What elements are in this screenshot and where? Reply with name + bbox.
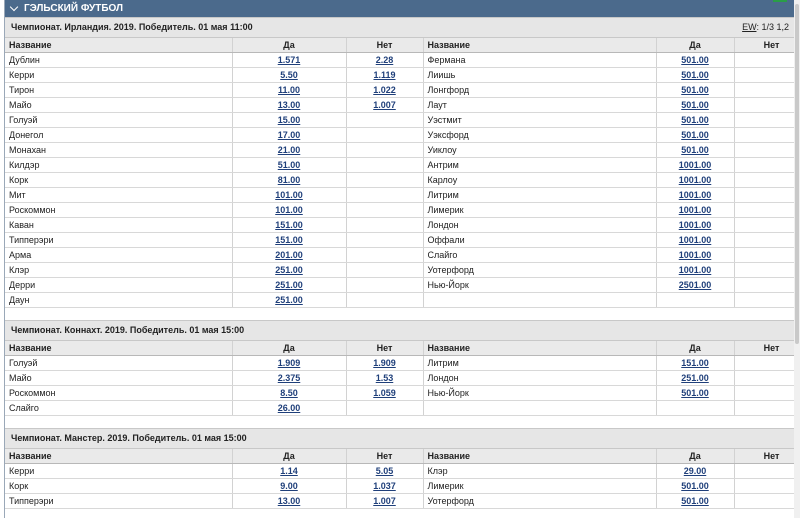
odds-no-cell	[346, 203, 423, 218]
scrollbar-thumb[interactable]	[795, 4, 799, 344]
column-header-name: Название	[423, 449, 656, 464]
odds-no-cell	[346, 293, 423, 308]
odds-no-link[interactable]: 1.059	[373, 388, 396, 398]
odds-yes-cell	[656, 263, 734, 278]
odds-no-cell	[346, 401, 423, 416]
team-name-cell: Нью-Йорк	[423, 386, 656, 401]
odds-yes-cell	[656, 401, 734, 416]
team-name-cell: Слайго	[5, 401, 232, 416]
odds-yes-link[interactable]: 1001.00	[678, 175, 712, 185]
odds-no-cell	[734, 248, 796, 263]
odds-no-cell	[734, 218, 796, 233]
sport-panel	[4, 0, 796, 518]
team-name-cell: Лонгфорд	[423, 83, 656, 98]
table-row	[5, 278, 796, 293]
odds-yes-cell	[232, 263, 346, 278]
odds-no-link[interactable]: 1.037	[373, 481, 396, 491]
odds-no-cell	[346, 386, 423, 401]
odds-yes-cell	[656, 188, 734, 203]
odds-no-cell	[346, 464, 423, 479]
odds-yes-cell	[656, 128, 734, 143]
odds-yes-cell	[232, 401, 346, 416]
odds-yes-link[interactable]: 201.00	[275, 250, 303, 260]
column-header-no: Нет	[346, 449, 423, 464]
team-name-cell: Фермана	[423, 53, 656, 68]
column-header-yes: Да	[232, 38, 346, 53]
odds-yes-link[interactable]: 26.00	[277, 403, 301, 413]
table-header-row	[5, 341, 796, 356]
odds-no-cell	[734, 293, 796, 308]
odds-yes-link[interactable]: 151.00	[681, 358, 709, 368]
odds-yes-link[interactable]: 81.00	[277, 175, 301, 185]
team-name-cell: Карлоу	[423, 173, 656, 188]
odds-table	[5, 449, 796, 509]
odds-yes-link[interactable]: 501.00	[681, 130, 709, 140]
odds-no-cell	[734, 98, 796, 113]
odds-yes-link[interactable]: 15.00	[277, 115, 301, 125]
odds-no-cell	[346, 98, 423, 113]
team-name-cell: Лимерик	[423, 479, 656, 494]
team-name-cell: Донегол	[5, 128, 232, 143]
column-header-no: Нет	[346, 341, 423, 356]
odds-yes-cell	[232, 128, 346, 143]
odds-yes-link[interactable]: 501.00	[681, 496, 709, 506]
odds-yes-cell	[232, 386, 346, 401]
odds-yes-cell	[656, 83, 734, 98]
odds-no-cell	[734, 68, 796, 83]
odds-no-cell	[734, 464, 796, 479]
odds-yes-cell	[232, 293, 346, 308]
odds-yes-link[interactable]: 2501.00	[678, 280, 712, 290]
event-title: Чемпионат. Ирландия. 2019. Победитель. 01 мая 11:00	[11, 22, 253, 32]
table-row	[5, 464, 796, 479]
odds-yes-cell	[232, 464, 346, 479]
odds-yes-cell	[656, 494, 734, 509]
odds-no-link[interactable]: 1.022	[373, 85, 396, 95]
odds-yes-link[interactable]: 1001.00	[678, 205, 712, 215]
odds-yes-cell	[232, 113, 346, 128]
odds-yes-link[interactable]: 13.00	[277, 100, 301, 110]
odds-yes-cell	[232, 68, 346, 83]
team-name-cell: Лондон	[423, 218, 656, 233]
odds-no-cell	[734, 263, 796, 278]
odds-no-cell	[346, 233, 423, 248]
odds-yes-cell	[232, 248, 346, 263]
odds-yes-cell	[656, 98, 734, 113]
odds-no-link[interactable]: 1.007	[373, 496, 396, 506]
odds-yes-link[interactable]: 1.571	[277, 55, 301, 65]
odds-no-cell	[734, 53, 796, 68]
team-name-cell: Арма	[5, 248, 232, 263]
each-way-value: : 1/3 1,2	[756, 22, 789, 32]
odds-yes-link[interactable]: 251.00	[275, 280, 303, 290]
table-row	[5, 401, 796, 416]
odds-yes-cell	[232, 371, 346, 386]
odds-yes-link[interactable]: 51.00	[277, 160, 301, 170]
team-name-cell: Литрим	[423, 356, 656, 371]
column-header-yes: Да	[656, 341, 734, 356]
odds-yes-link[interactable]: 151.00	[275, 220, 303, 230]
team-name-cell: Типперэри	[5, 494, 232, 509]
odds-yes-link[interactable]: 251.00	[681, 373, 709, 383]
odds-yes-link[interactable]: 21.00	[277, 145, 301, 155]
odds-yes-link[interactable]: 501.00	[681, 100, 709, 110]
odds-yes-cell	[232, 158, 346, 173]
odds-no-cell	[346, 248, 423, 263]
odds-yes-cell	[232, 173, 346, 188]
event-header	[5, 428, 795, 449]
column-header-no: Нет	[346, 38, 423, 53]
column-header-name: Название	[423, 38, 656, 53]
sport-title: ГЭЛЬСКИЙ ФУТБОЛ	[24, 3, 124, 14]
odds-no-cell	[346, 479, 423, 494]
odds-yes-cell	[232, 494, 346, 509]
odds-yes-link[interactable]: 11.00	[277, 85, 301, 95]
team-name-cell: Каван	[5, 218, 232, 233]
event-header	[5, 17, 795, 38]
odds-yes-cell	[232, 218, 346, 233]
team-name-cell: Корк	[5, 479, 232, 494]
odds-no-cell	[734, 203, 796, 218]
team-name-cell: Типперэри	[5, 233, 232, 248]
team-name-cell: Слайго	[423, 248, 656, 263]
odds-no-cell	[734, 278, 796, 293]
odds-no-cell	[734, 113, 796, 128]
odds-yes-cell	[656, 248, 734, 263]
team-name-cell: Клэр	[423, 464, 656, 479]
odds-yes-cell	[656, 356, 734, 371]
odds-yes-cell	[656, 143, 734, 158]
odds-no-cell	[346, 218, 423, 233]
odds-yes-link[interactable]: 8.50	[280, 388, 298, 398]
team-name-cell: Тирон	[5, 83, 232, 98]
team-name-cell: Монахан	[5, 143, 232, 158]
chevron-down-icon[interactable]	[9, 3, 20, 14]
column-header-yes: Да	[232, 341, 346, 356]
odds-table	[5, 341, 796, 416]
each-way-link[interactable]: EW	[742, 22, 757, 32]
table-header-row	[5, 449, 796, 464]
odds-yes-cell	[656, 53, 734, 68]
team-name-cell: Уотерфорд	[423, 263, 656, 278]
table-row	[5, 293, 796, 308]
odds-no-cell	[734, 233, 796, 248]
table-row	[5, 53, 796, 68]
team-name-cell: Керри	[5, 464, 232, 479]
column-header-yes: Да	[232, 449, 346, 464]
odds-yes-link[interactable]: 501.00	[681, 55, 709, 65]
event-title: Чемпионат. Коннахт. 2019. Победитель. 01 мая 15:00	[11, 325, 245, 335]
each-way-terms	[742, 18, 789, 37]
odds-no-cell	[346, 68, 423, 83]
odds-yes-link[interactable]: 1.909	[277, 358, 301, 368]
table-row	[5, 203, 796, 218]
team-name-cell	[423, 293, 656, 308]
odds-yes-cell	[232, 98, 346, 113]
odds-no-link[interactable]: 1.007	[373, 100, 396, 110]
team-name-cell: Лиишь	[423, 68, 656, 83]
odds-yes-cell	[232, 356, 346, 371]
table-row	[5, 173, 796, 188]
odds-no-cell	[346, 356, 423, 371]
column-header-yes: Да	[656, 449, 734, 464]
odds-no-cell	[346, 173, 423, 188]
team-name-cell: Керри	[5, 68, 232, 83]
team-name-cell: Майо	[5, 371, 232, 386]
odds-no-cell	[346, 263, 423, 278]
odds-no-cell	[734, 158, 796, 173]
odds-yes-link[interactable]: 13.00	[277, 496, 301, 506]
odds-yes-link[interactable]: 1001.00	[678, 265, 712, 275]
team-name-cell: Уэксфорд	[423, 128, 656, 143]
team-name-cell: Голуэй	[5, 356, 232, 371]
odds-yes-link[interactable]: 9.00	[280, 481, 298, 491]
scrollbar[interactable]	[794, 0, 800, 518]
table-row	[5, 263, 796, 278]
team-name-cell	[423, 401, 656, 416]
odds-no-link[interactable]: 1.53	[375, 373, 394, 383]
team-name-cell: Клэр	[5, 263, 232, 278]
table-row	[5, 128, 796, 143]
section-gap	[5, 416, 795, 428]
odds-no-cell	[346, 83, 423, 98]
odds-yes-cell	[656, 218, 734, 233]
event-header	[5, 320, 795, 341]
odds-no-link[interactable]: 2.28	[375, 55, 394, 65]
column-header-name: Название	[423, 341, 656, 356]
table-row	[5, 494, 796, 509]
table-row	[5, 386, 796, 401]
team-name-cell: Антрим	[423, 158, 656, 173]
odds-no-link[interactable]: 1.909	[373, 358, 396, 368]
odds-no-cell	[346, 371, 423, 386]
odds-yes-cell	[656, 371, 734, 386]
table-row	[5, 479, 796, 494]
odds-yes-link[interactable]: 101.00	[275, 190, 303, 200]
team-name-cell: Даун	[5, 293, 232, 308]
odds-yes-link[interactable]: 17.00	[277, 130, 301, 140]
odds-yes-link[interactable]: 501.00	[681, 70, 709, 80]
odds-no-cell	[734, 143, 796, 158]
odds-yes-cell	[656, 158, 734, 173]
team-name-cell: Нью-Йорк	[423, 278, 656, 293]
odds-yes-link[interactable]: 29.00	[683, 466, 707, 476]
odds-no-link[interactable]: 5.05	[375, 466, 394, 476]
odds-no-cell	[734, 386, 796, 401]
odds-yes-link[interactable]: 501.00	[681, 388, 709, 398]
team-name-cell: Голуэй	[5, 113, 232, 128]
odds-yes-cell	[656, 479, 734, 494]
table-row	[5, 143, 796, 158]
team-name-cell: Роскоммон	[5, 203, 232, 218]
odds-yes-cell	[232, 479, 346, 494]
team-name-cell: Килдэр	[5, 158, 232, 173]
odds-yes-link[interactable]: 2.375	[277, 373, 301, 383]
odds-yes-link[interactable]: 1001.00	[678, 220, 712, 230]
odds-table	[5, 38, 796, 308]
team-name-cell: Уиклоу	[423, 143, 656, 158]
odds-no-cell	[346, 494, 423, 509]
odds-no-cell	[734, 128, 796, 143]
odds-yes-cell	[656, 113, 734, 128]
odds-yes-cell	[656, 233, 734, 248]
table-row	[5, 113, 796, 128]
table-row	[5, 233, 796, 248]
odds-yes-link[interactable]: 1.14	[280, 466, 298, 476]
team-name-cell: Лимерик	[423, 203, 656, 218]
odds-no-cell	[346, 278, 423, 293]
odds-no-cell	[346, 128, 423, 143]
odds-yes-cell	[232, 188, 346, 203]
table-header-row	[5, 38, 796, 53]
team-name-cell: Корк	[5, 173, 232, 188]
table-row	[5, 371, 796, 386]
team-name-cell: Роскоммон	[5, 386, 232, 401]
team-name-cell: Дублин	[5, 53, 232, 68]
odds-yes-link[interactable]: 251.00	[275, 295, 303, 305]
team-name-cell: Лаут	[423, 98, 656, 113]
odds-no-link[interactable]: 1.119	[373, 70, 396, 80]
odds-no-cell	[346, 143, 423, 158]
column-header-no: Нет	[734, 341, 796, 356]
table-row	[5, 98, 796, 113]
odds-yes-link[interactable]: 1001.00	[678, 250, 712, 260]
team-name-cell: Оффали	[423, 233, 656, 248]
sport-header[interactable]	[5, 0, 795, 17]
team-name-cell: Дерри	[5, 278, 232, 293]
column-header-name: Название	[5, 38, 232, 53]
table-row	[5, 158, 796, 173]
odds-no-cell	[734, 356, 796, 371]
column-header-yes: Да	[656, 38, 734, 53]
odds-yes-cell	[656, 173, 734, 188]
odds-yes-link[interactable]: 5.50	[280, 70, 298, 80]
odds-no-cell	[346, 158, 423, 173]
odds-yes-cell	[656, 278, 734, 293]
odds-yes-cell	[656, 68, 734, 83]
odds-yes-link[interactable]: 1001.00	[678, 235, 712, 245]
odds-no-cell	[346, 113, 423, 128]
table-row	[5, 83, 796, 98]
team-name-cell: Майо	[5, 98, 232, 113]
table-row	[5, 188, 796, 203]
odds-yes-link[interactable]: 501.00	[681, 145, 709, 155]
odds-no-cell	[734, 479, 796, 494]
event-title: Чемпионат. Манстер. 2019. Победитель. 01 мая 15:00	[11, 433, 247, 443]
team-name-cell: Уэстмит	[423, 113, 656, 128]
odds-no-cell	[734, 83, 796, 98]
odds-yes-cell	[232, 53, 346, 68]
odds-no-cell	[734, 173, 796, 188]
odds-yes-link[interactable]: 1001.00	[678, 160, 712, 170]
odds-no-cell	[346, 53, 423, 68]
odds-yes-link[interactable]: 501.00	[681, 115, 709, 125]
team-name-cell: Литрим	[423, 188, 656, 203]
section-gap	[5, 308, 795, 320]
table-row	[5, 218, 796, 233]
odds-yes-cell	[656, 203, 734, 218]
odds-yes-link[interactable]: 501.00	[681, 481, 709, 491]
odds-yes-cell	[656, 386, 734, 401]
events-list	[5, 17, 795, 509]
odds-no-cell	[734, 371, 796, 386]
team-name-cell: Лондон	[423, 371, 656, 386]
odds-yes-cell	[232, 83, 346, 98]
odds-yes-cell	[232, 233, 346, 248]
team-name-cell: Уотерфорд	[423, 494, 656, 509]
odds-yes-cell	[232, 143, 346, 158]
top-accent-bar	[773, 0, 787, 2]
column-header-no: Нет	[734, 38, 796, 53]
odds-no-cell	[346, 188, 423, 203]
column-header-name: Название	[5, 341, 232, 356]
odds-yes-link[interactable]: 501.00	[681, 85, 709, 95]
odds-yes-cell	[232, 203, 346, 218]
odds-yes-cell	[656, 293, 734, 308]
column-header-name: Название	[5, 449, 232, 464]
odds-yes-link[interactable]: 101.00	[275, 205, 303, 215]
odds-yes-link[interactable]: 151.00	[275, 235, 303, 245]
team-name-cell: Мит	[5, 188, 232, 203]
odds-yes-cell	[656, 464, 734, 479]
table-row	[5, 248, 796, 263]
odds-no-cell	[734, 401, 796, 416]
odds-yes-cell	[232, 278, 346, 293]
table-row	[5, 356, 796, 371]
table-row	[5, 68, 796, 83]
odds-no-cell	[734, 494, 796, 509]
column-header-no: Нет	[734, 449, 796, 464]
odds-no-cell	[734, 188, 796, 203]
odds-yes-link[interactable]: 251.00	[275, 265, 303, 275]
odds-yes-link[interactable]: 1001.00	[678, 190, 712, 200]
